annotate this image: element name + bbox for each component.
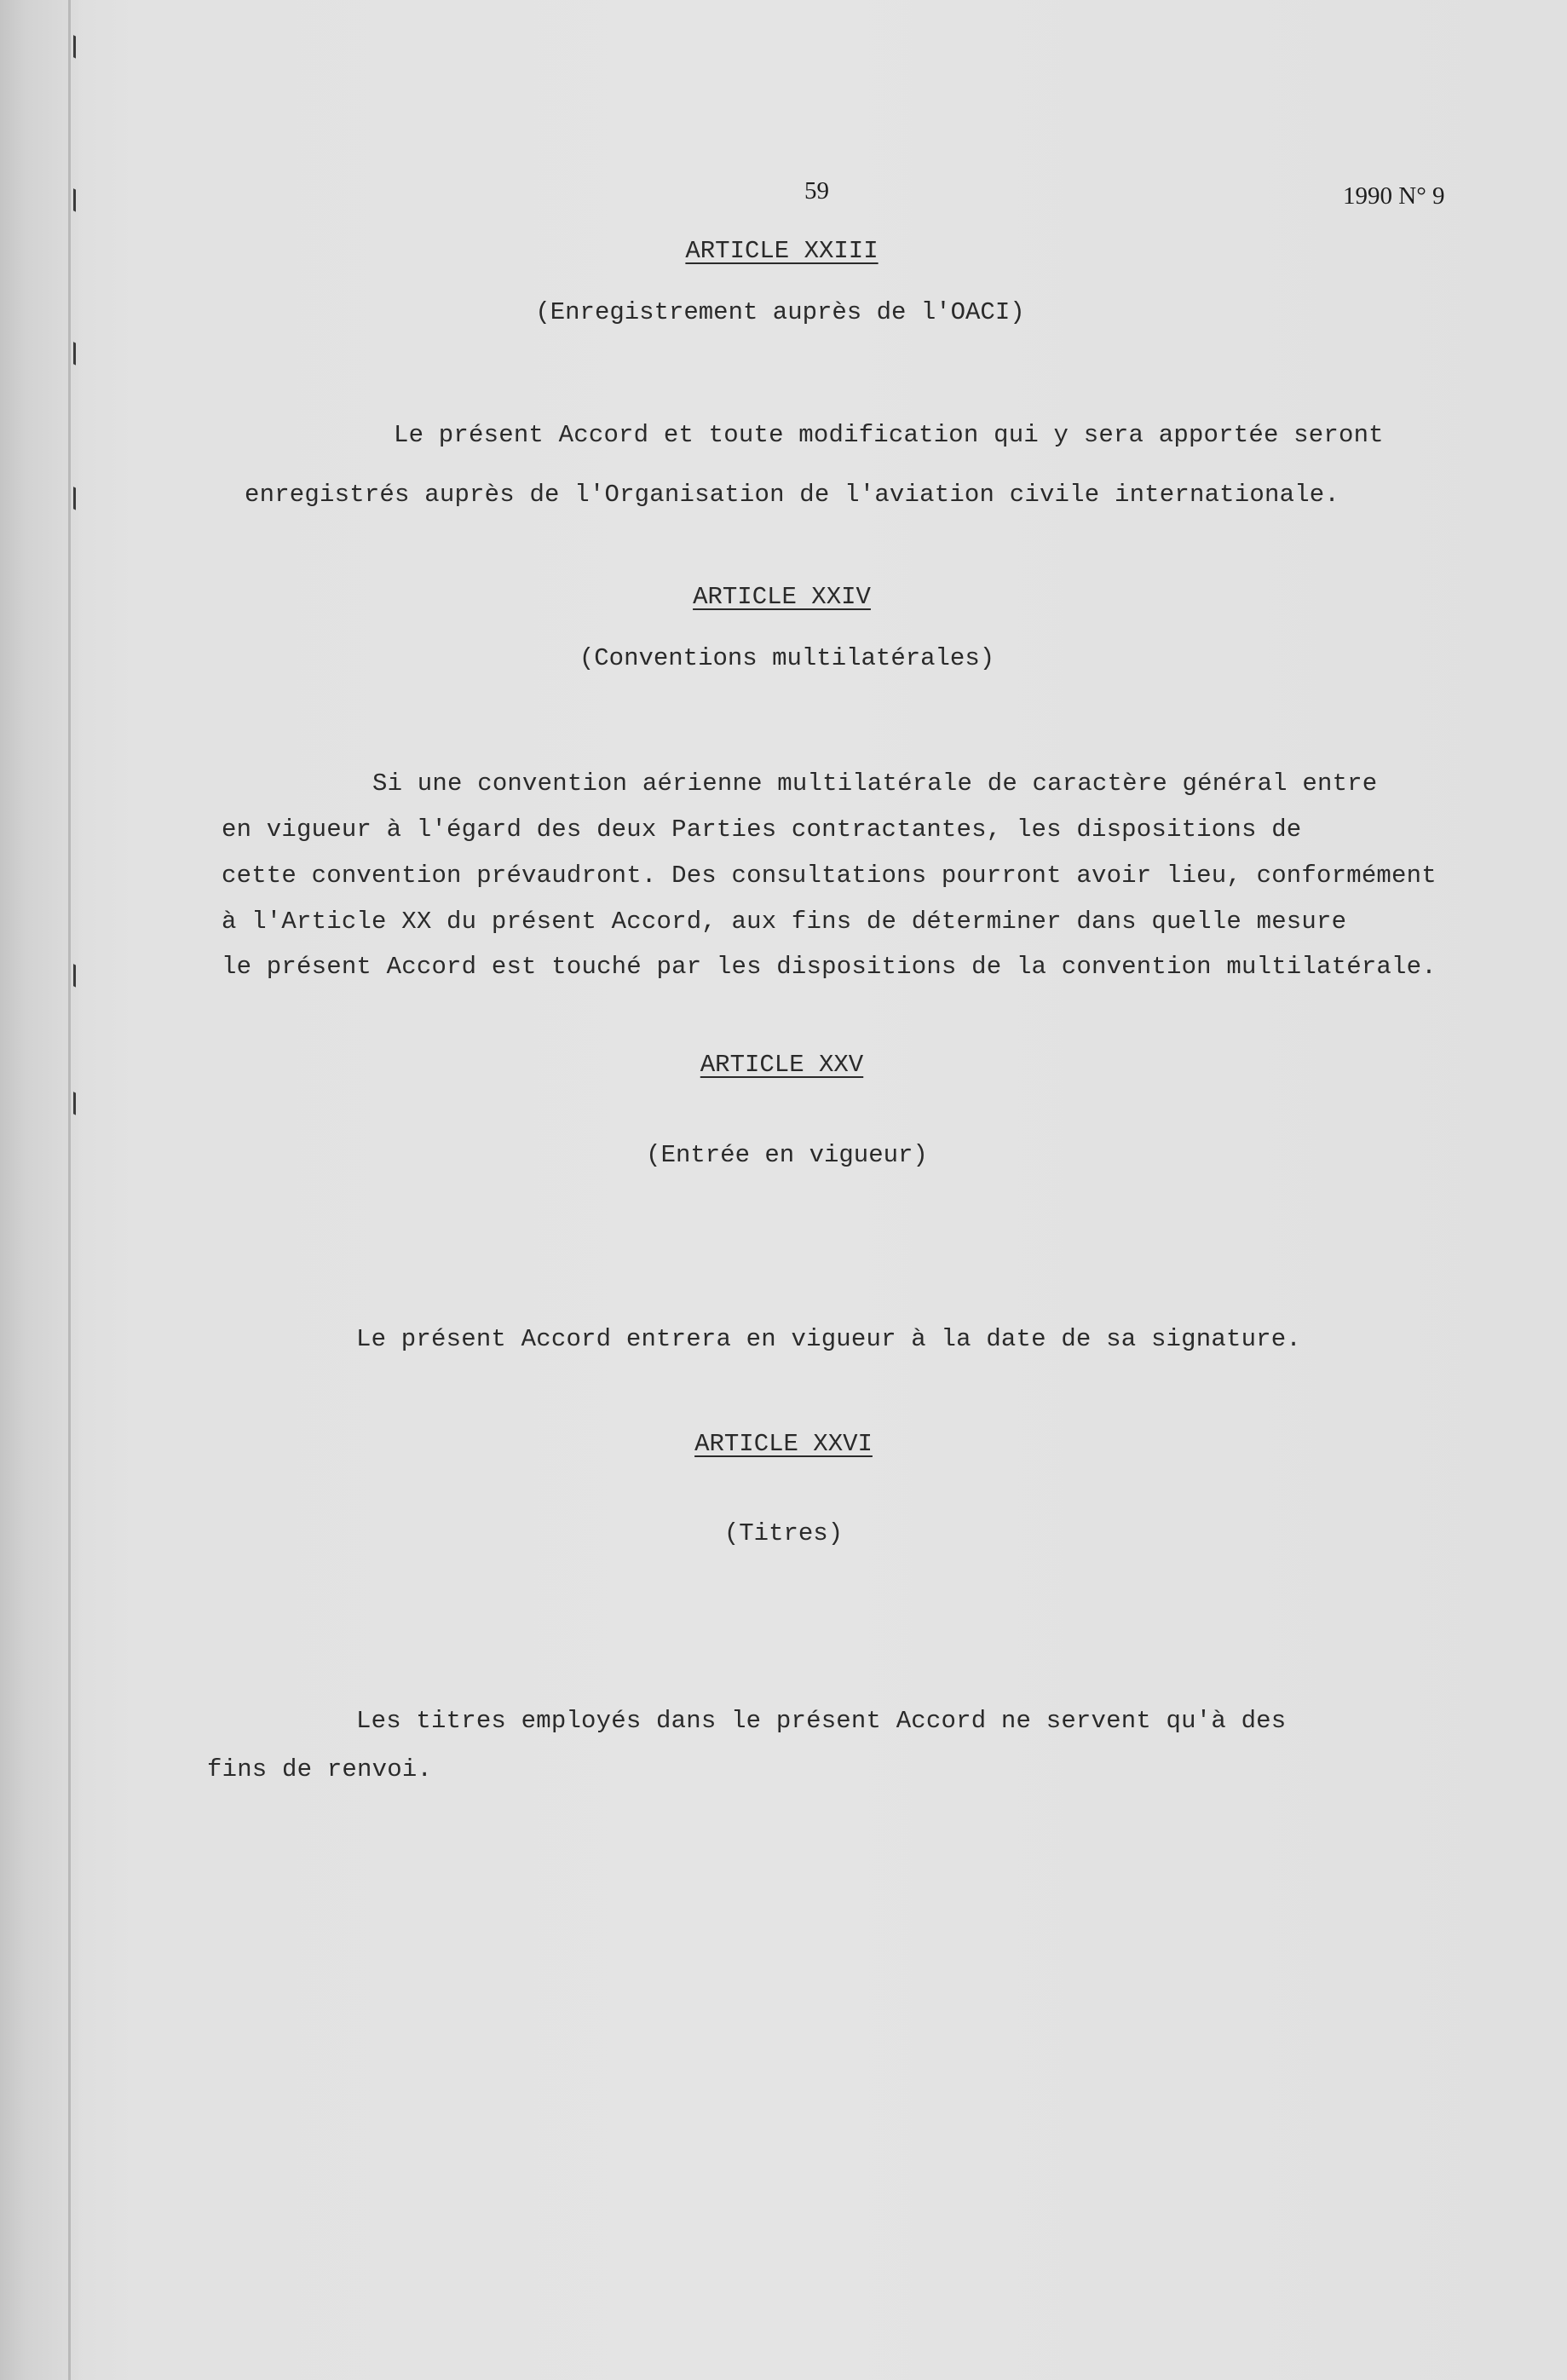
article-xxiv-line-5: le présent Accord est touché par les dispositions de la convention multilatérale. [222,953,1437,981]
binding-stitch [66,32,76,58]
article-xxiv-line-4: à l'Article XX du présent Accord, aux fins de déterminer dans quelle mesure [222,908,1347,936]
binding-stitch [66,185,76,211]
article-xxv-title: ARTICLE XXV [700,1051,864,1079]
binding-stitch [66,338,76,365]
article-xxiii-subtitle: (Enregistrement auprès de l'OACI) [535,298,1025,326]
binding-stitch [66,483,76,510]
article-xxvi-line-1: Les titres employés dans le présent Accord ne servent qu'à des [356,1707,1287,1735]
article-xxiv-title: ARTICLE XXIV [693,583,871,611]
article-xxv-subtitle: (Entrée en vigueur) [646,1141,928,1169]
article-xxv-line-1: Le présent Accord entrera en vigueur à la date de sa signature. [356,1325,1301,1353]
article-xxvi-line-2: fins de renvoi. [207,1755,433,1784]
article-xxiv-line-1: Si une convention aérienne multilatérale de caractère général entre [372,769,1378,798]
binding-stitch [66,1088,76,1115]
article-xxiv-line-3: cette convention prévaudront. Des consultations pourront avoir lieu, conformément [222,862,1437,890]
article-xxiii-line-1: Le présent Accord et toute modification qui y sera apportée seront [394,421,1384,449]
article-xxvi-title: ARTICLE XXVI [694,1430,873,1458]
article-xxiv-line-2: en vigueur à l'égard des deux Parties contractantes, les dispositions de [222,815,1302,844]
article-xxvi-subtitle: (Titres) [723,1519,844,1547]
binding-stitch [66,960,76,987]
page-number: 59 [804,177,829,205]
article-xxiv-subtitle: (Conventions multilatérales) [579,644,995,672]
volume-reference: 1990 N° 9 [1343,182,1445,210]
article-xxiii-line-2: enregistrés auprès de l'Organisation de l'aviation civile internationale. [245,481,1340,509]
article-xxiii-title: ARTICLE XXIII [685,237,879,265]
